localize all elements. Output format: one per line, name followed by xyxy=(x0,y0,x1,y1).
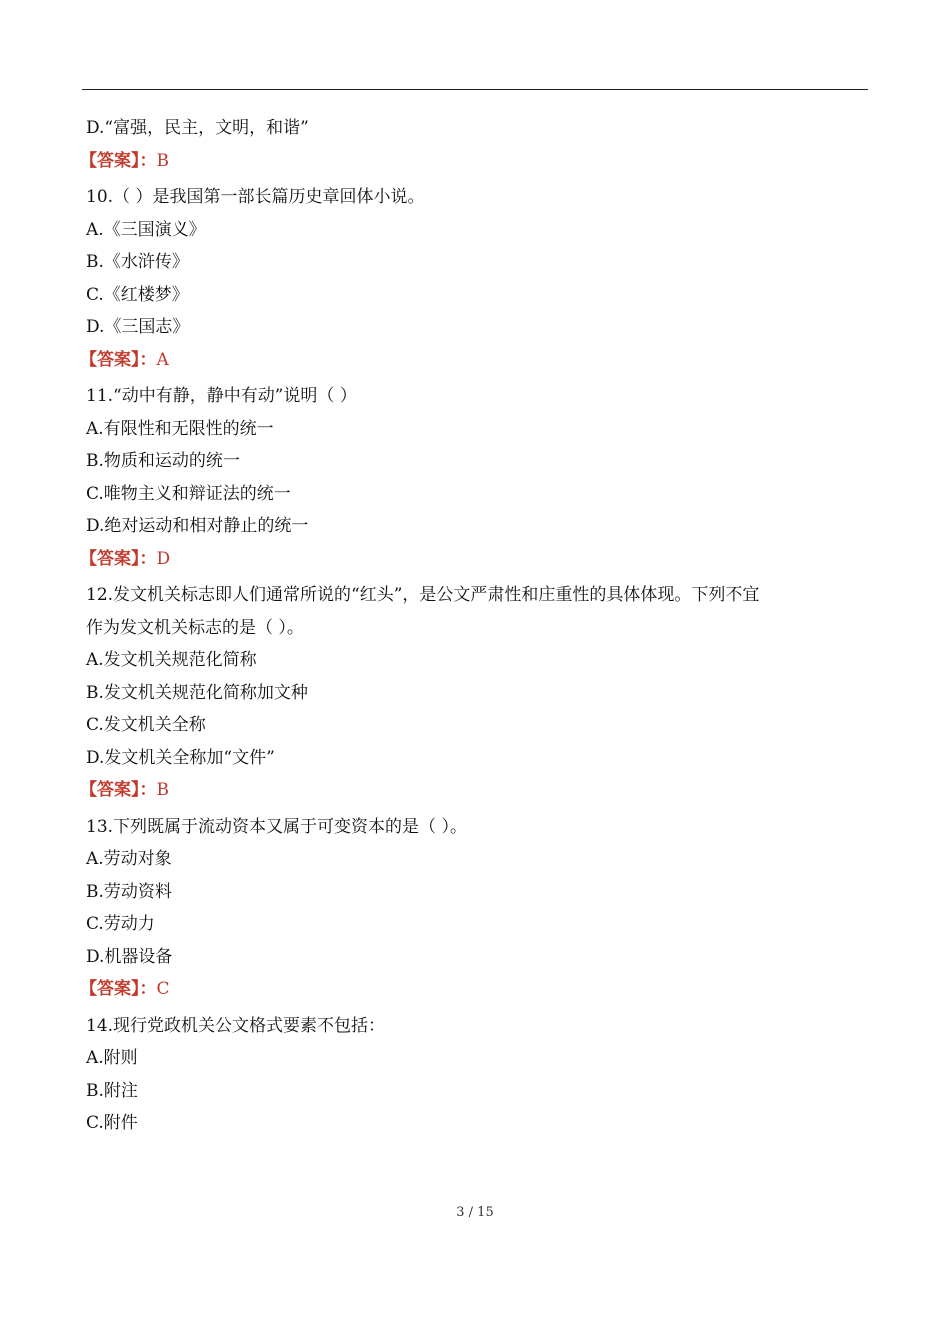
answer-value: B xyxy=(156,780,169,800)
question-stem-line-2: 作为发文机关标志的是（ ）。 xyxy=(86,617,304,638)
answer-value: C xyxy=(156,979,170,999)
answer-line xyxy=(80,774,868,807)
option-b: B.物质和运动的统一 xyxy=(86,451,240,471)
option-a: A.《三国演义》 xyxy=(86,219,206,240)
answer-label: 【答案】： xyxy=(80,150,157,171)
option-c: C.发文机关全称 xyxy=(86,715,206,735)
option-a: A.附则 xyxy=(86,1048,138,1068)
question-14 xyxy=(86,1010,868,1140)
header-rule xyxy=(82,89,868,90)
answer-value: A xyxy=(156,349,169,370)
answer-label: 【答案】： xyxy=(80,548,157,569)
option-c: C.附件 xyxy=(86,1113,138,1133)
answer-line xyxy=(80,344,868,377)
option-c: C.唯物主义和辩证法的统一 xyxy=(86,483,291,504)
answer-label: 【答案】： xyxy=(80,349,157,370)
answer-value: D xyxy=(156,548,171,569)
option-b: B.劳动资料 xyxy=(86,881,172,902)
answer-value: B xyxy=(156,150,169,171)
question-stem-line-1: 12.发文机关标志即人们通常所说的“红头”，是公文严肃性和庄重性的具体体现。下列不宜 xyxy=(86,585,760,605)
answer-line xyxy=(80,543,868,576)
option-b: B.附注 xyxy=(86,1080,138,1101)
question-11 xyxy=(80,380,868,575)
option-c: C.劳动力 xyxy=(86,914,155,934)
question-13 xyxy=(80,811,868,1006)
option-d: D.绝对运动和相对静止的统一 xyxy=(86,516,309,536)
answer-label: 【答案】： xyxy=(80,979,157,999)
answer-line xyxy=(80,145,868,178)
option-b: B.发文机关规范化简称加文种 xyxy=(86,682,308,703)
question-10 xyxy=(80,181,868,376)
answer-label: 【答案】： xyxy=(80,780,157,800)
option-a: A.劳动对象 xyxy=(86,849,172,869)
question-stem: 11.“动中有静，静中有动”说明（ ） xyxy=(86,386,357,406)
option-a: A.发文机关规范化简称 xyxy=(86,650,257,670)
option-d: D.机器设备 xyxy=(86,946,173,967)
option-b: B.《水浒传》 xyxy=(86,252,189,272)
option-a: A.有限性和无限性的统一 xyxy=(86,418,274,439)
question-stem: 13.下列既属于流动资本又属于可变资本的是（ ）。 xyxy=(86,816,467,837)
option-c: C.《红楼梦》 xyxy=(86,284,189,305)
option-d: D.“富强，民主，文明，和谐” xyxy=(86,118,309,138)
document-body xyxy=(80,112,868,1140)
option-d: D.《三国志》 xyxy=(86,317,190,337)
question-stem: 10.（ ）是我国第一部长篇历史章回体小说。 xyxy=(86,187,425,207)
question-12 xyxy=(80,579,868,807)
page-number: 3 / 15 xyxy=(456,1205,494,1220)
question-stem: 14.现行党政机关公文格式要素不包括： xyxy=(86,1015,386,1036)
option-d: D.发文机关全称加“文件” xyxy=(86,747,275,768)
answer-line xyxy=(80,973,868,1006)
